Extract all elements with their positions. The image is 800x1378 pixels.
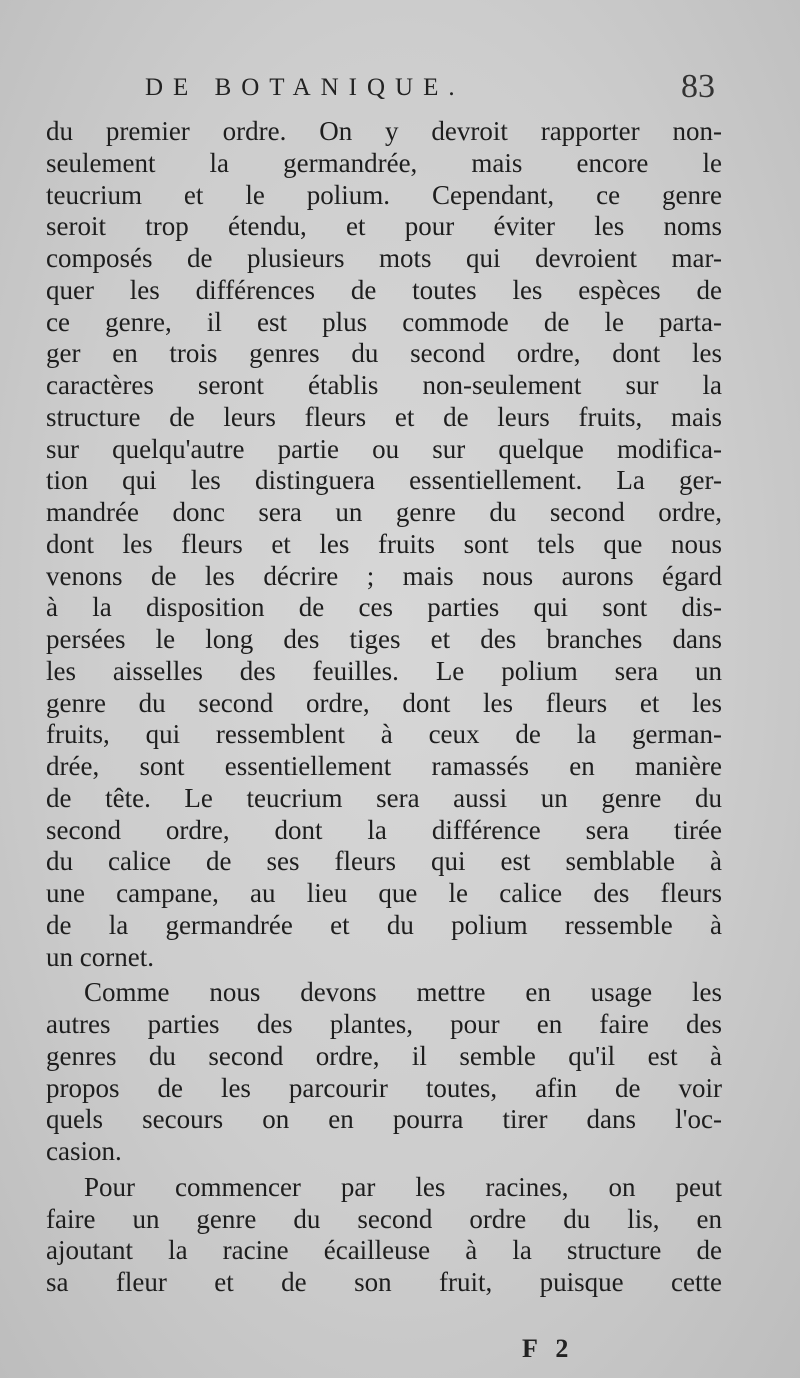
text-line: de tête. Le teucrium sera aussi un genre du [46, 782, 722, 813]
text-line: Comme nous devons mettre en usage les [84, 977, 722, 1008]
text-line: faire un genre du second ordre du lis, en [46, 1203, 722, 1234]
text-line: fruits, qui ressemblent à ceux de la german- [46, 719, 722, 750]
text-line: ajoutant la racine écailleuse à la structure de [46, 1235, 722, 1266]
body-text [46, 116, 722, 1299]
text-line: du calice de ses fleurs qui est semblable à [46, 846, 722, 877]
text-line: une campane, au lieu que le calice des fleurs [46, 878, 722, 908]
text-line: les aisselles des feuilles. Le polium sera un [46, 655, 722, 686]
text-line: drée, sont essentiellement ramassés en manière [46, 751, 722, 781]
text-line: du premier ordre. On y devroit rapporter non- [46, 116, 722, 146]
page-header [145, 68, 715, 114]
text-line: second ordre, dont la différence sera tirée [46, 814, 722, 845]
page-number: 83 [681, 68, 715, 105]
text-line: structure de leurs fleurs et de leurs fruits, mais [46, 401, 722, 432]
text-line: ger en trois genres du second ordre, dont les [46, 338, 722, 369]
text-line: propos de les parcourir toutes, afin de voir [46, 1072, 722, 1103]
text-line: autres parties des plantes, pour en faire des [46, 1009, 722, 1039]
running-head: DE BOTANIQUE. [145, 74, 465, 101]
signature-mark: F 2 [522, 1334, 575, 1363]
text-line: composés de plusieurs mots qui devroient mar- [46, 243, 722, 273]
text-line: genres du second ordre, il semble qu'il est à [46, 1040, 722, 1071]
text-line: tion qui les distinguera essentiellement. La ger- [46, 465, 722, 496]
text-line: venons de les décrire ; mais nous aurons égard [46, 560, 722, 591]
text-line: de la germandrée et du polium ressemble à [46, 909, 722, 940]
text-line: sa fleur et de son fruit, puisque cette [46, 1267, 722, 1297]
text-line: ce genre, il est plus commode de le parta- [46, 306, 722, 337]
text-line: un cornet. [46, 941, 154, 972]
text-line: sur quelqu'autre partie ou sur quelque modifica- [46, 433, 722, 464]
text-line: casion. [46, 1136, 122, 1166]
text-line: dont les fleurs et les fruits sont tels que nous [46, 528, 722, 559]
text-line: quer les différences de toutes les espèces de [46, 274, 722, 305]
text-line: à la disposition de ces parties qui sont dis- [46, 592, 722, 623]
text-line: seroit trop étendu, et pour éviter les noms [46, 211, 722, 242]
text-line: Pour commencer par les racines, on peut [84, 1171, 722, 1202]
text-line: genre du second ordre, dont les fleurs et les [46, 687, 722, 718]
text-line: persées le long des tiges et des branches dans [46, 624, 722, 654]
text-line: seulement la germandrée, mais encore le [46, 147, 722, 178]
text-line: mandrée donc sera un genre du second ordre, [46, 497, 722, 527]
text-line: quels secours on en pourra tirer dans l'oc- [46, 1104, 722, 1135]
text-line: caractères seront établis non-seulement sur la [46, 370, 722, 400]
text-line: teucrium et le polium. Cependant, ce genre [46, 179, 722, 210]
